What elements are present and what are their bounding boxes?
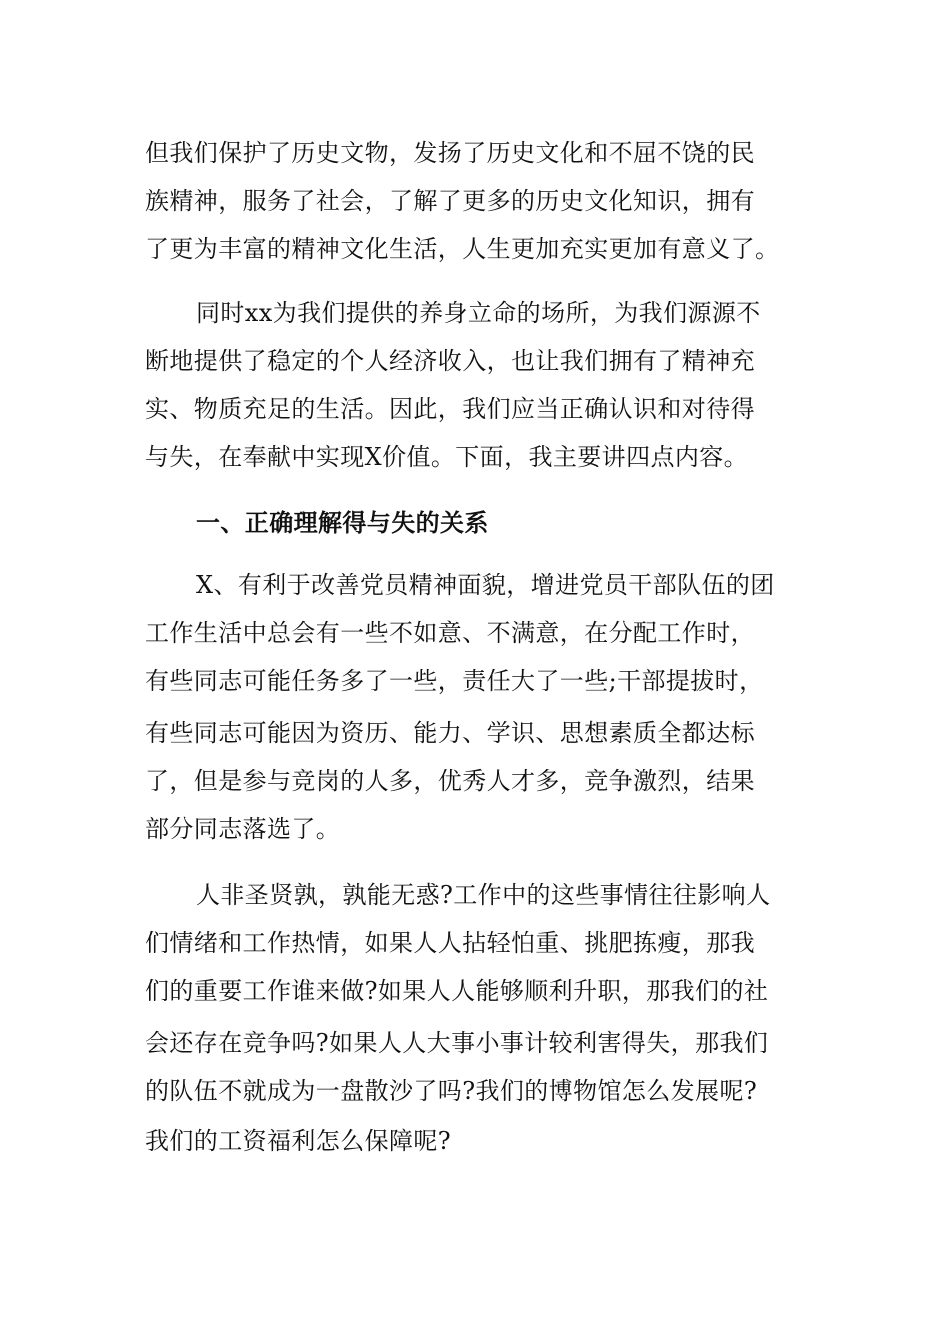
paragraph-2-line-1: 同时xx为我们提供的养身立命的场所，为我们源源不 <box>196 299 761 327</box>
paragraph-1-line-2: 族精神，服务了社会，了解了更多的历史文化知识，拥有 <box>145 187 755 215</box>
paragraph-3-line-5: 了，但是参与竞岗的人多，优秀人才多，竞争激烈，结果 <box>145 767 755 795</box>
paragraph-1-line-1: 但我们保护了历史文物，发扬了历史文化和不屈不饶的民 <box>145 139 755 167</box>
paragraph-4-line-2: 们情绪和工作热情，如果人人拈轻怕重、挑肥拣瘦，那我 <box>145 929 755 957</box>
paragraph-3-line-3: 有些同志可能任务多了一些，责任大了一些;干部提拔时， <box>145 667 764 695</box>
paragraph-4-line-4: 会还存在竞争吗?如果人人大事小事计较利害得失，那我们 <box>145 1029 769 1057</box>
paragraph-3-line-1: X、有利于改善党员精神面貌，增进党员干部队伍的团 <box>196 571 775 599</box>
paragraph-2-line-2: 断地提供了稳定的个人经济收入，也让我们拥有了精神充 <box>145 347 755 375</box>
paragraph-1-line-3: 了更为丰富的精神文化生活，人生更加充实更加有意义了。 <box>145 235 780 263</box>
paragraph-2-line-4: 与失，在奉献中实现X价值。下面，我主要讲四点内容。 <box>145 443 749 471</box>
paragraph-4-line-5: 的队伍不就成为一盘散沙了吗?我们的博物馆怎么发展呢? <box>145 1077 758 1105</box>
paragraph-2-line-3: 实、物质充足的生活。因此，我们应当正确认识和对待得 <box>145 395 755 423</box>
paragraph-3-line-2: 工作生活中总会有一些不如意、不满意，在分配工作时， <box>145 619 755 647</box>
paragraph-4-line-1: 人非圣贤孰，孰能无惑?工作中的这些事情往往影响人 <box>196 881 771 909</box>
paragraph-4-line-6: 我们的工资福利怎么保障呢? <box>145 1127 452 1155</box>
paragraph-4-line-3: 们的重要工作谁来做?如果人人能够顺利升职，那我们的社 <box>145 977 769 1005</box>
paragraph-3-line-6: 部分同志落选了。 <box>145 815 341 843</box>
paragraph-3-line-4: 有些同志可能因为资历、能力、学识、思想素质全都达标 <box>145 719 755 747</box>
section-heading: 一、正确理解得与失的关系 <box>196 509 489 537</box>
